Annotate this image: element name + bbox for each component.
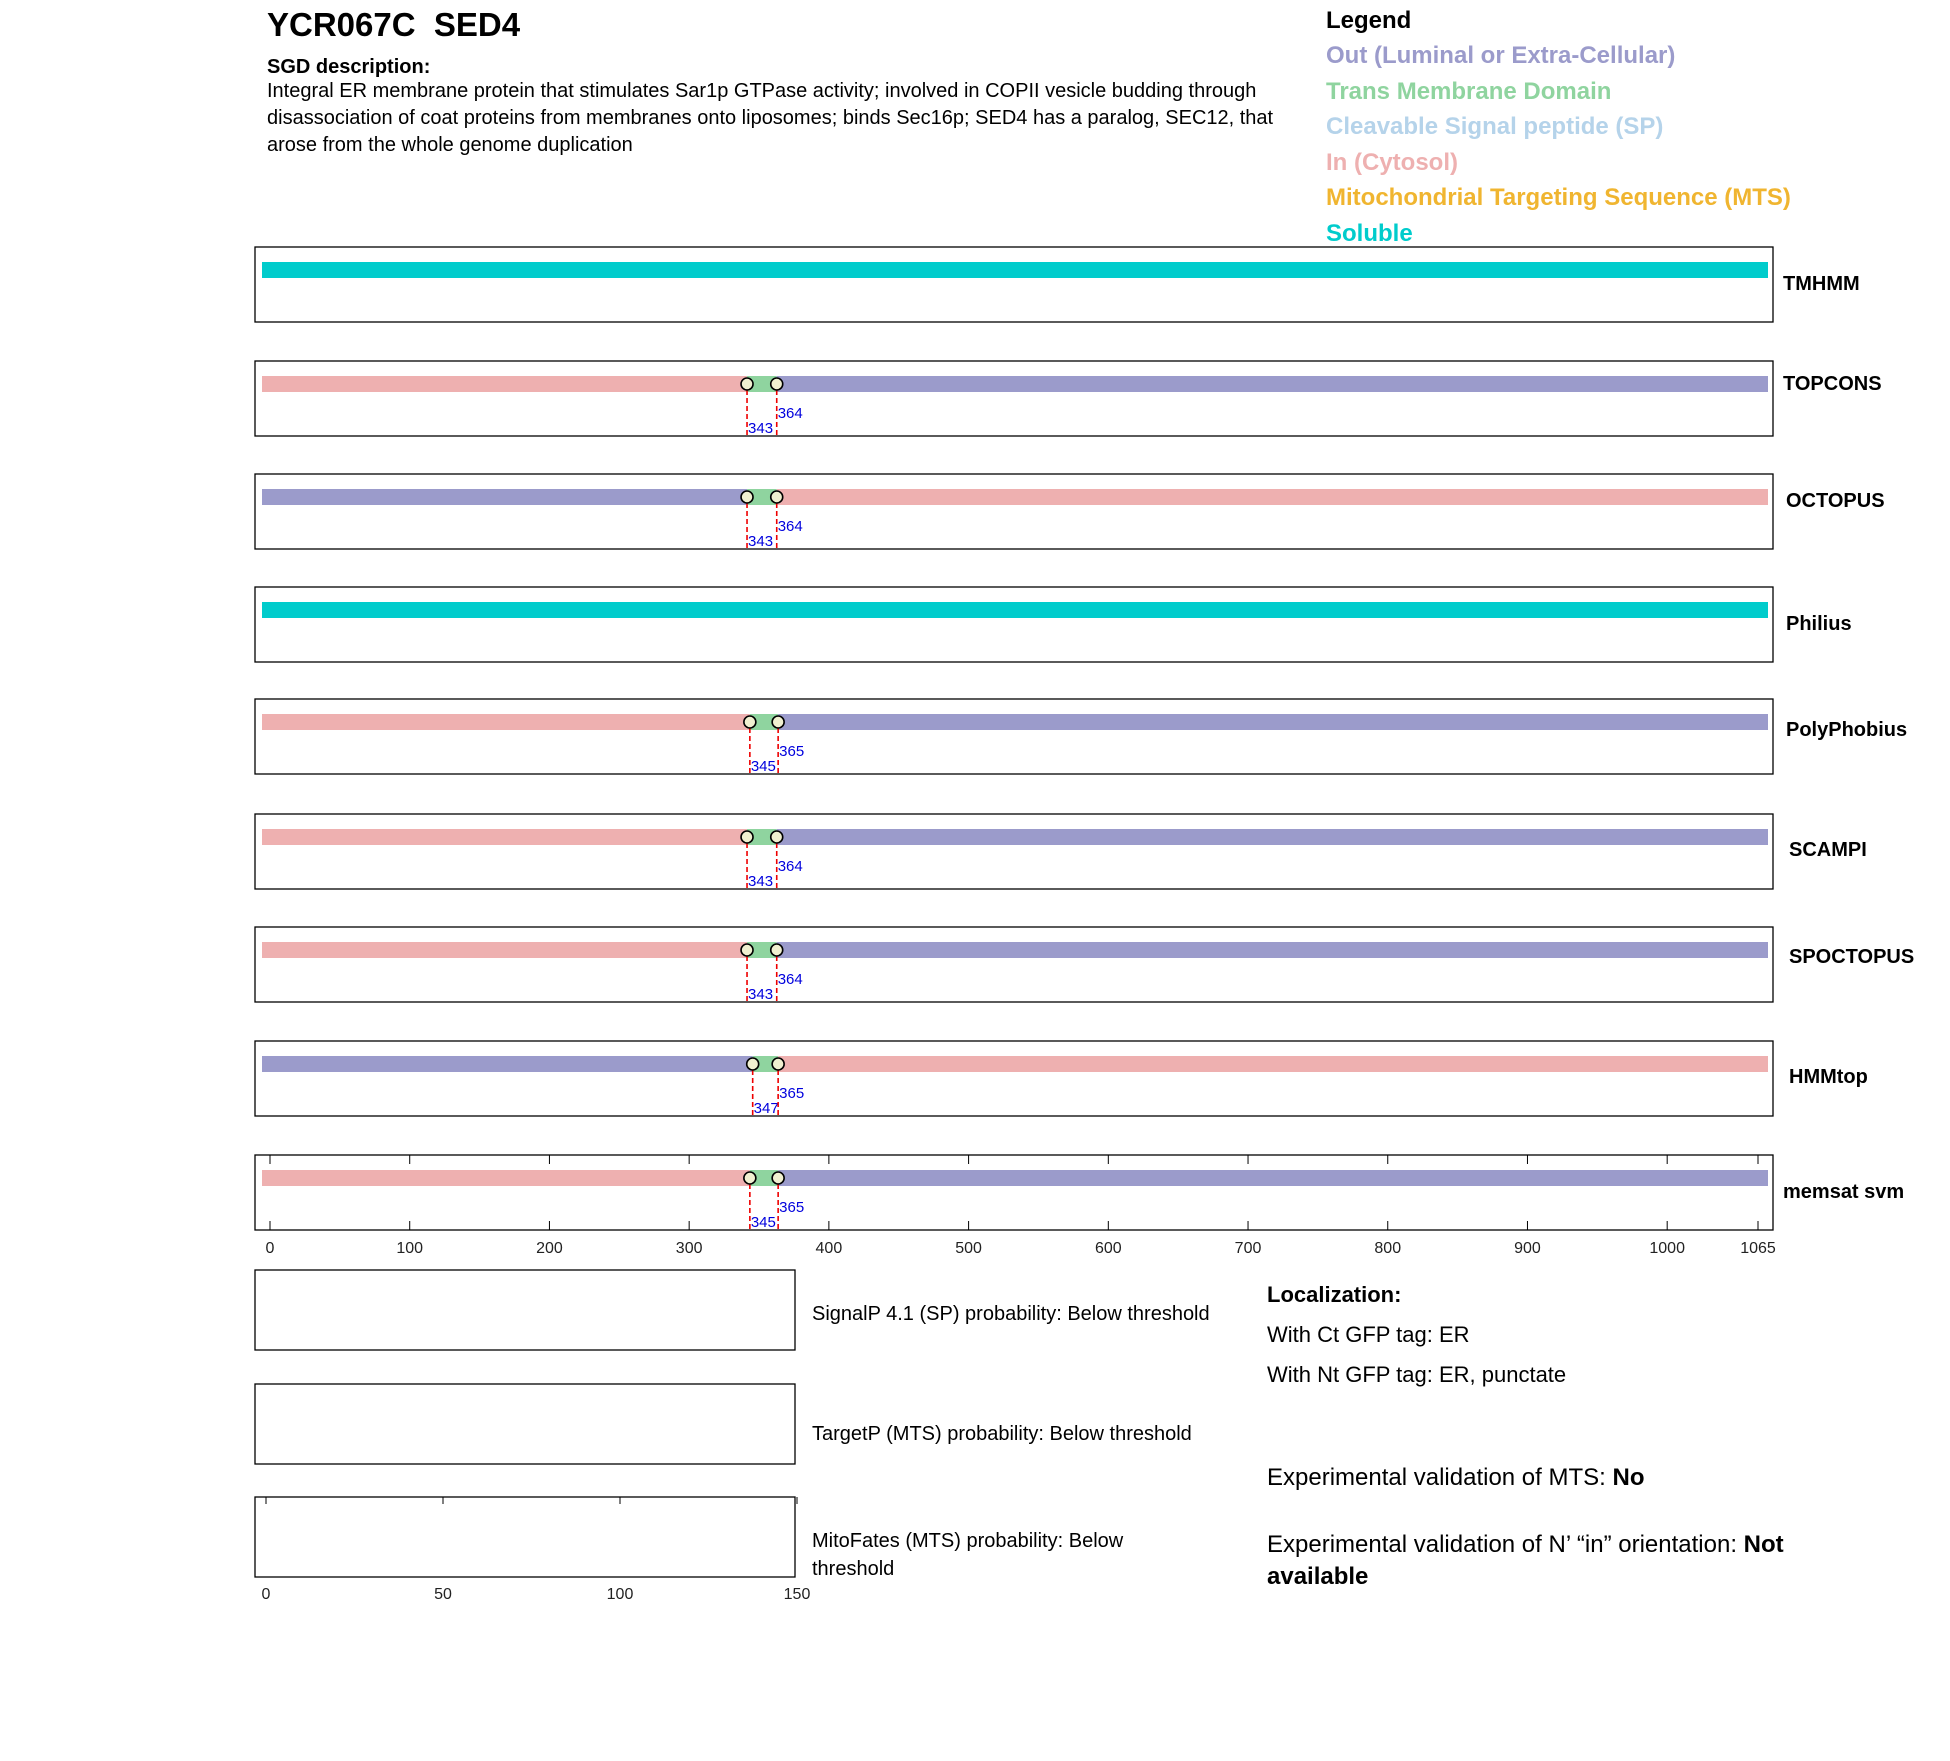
probability-label: SignalP 4.1 (SP) probability: Below threshold (812, 1303, 1210, 1325)
track-segment (262, 829, 747, 845)
orientation-validation (1267, 1529, 1857, 1593)
orientation-validation-value: Not available (1267, 1531, 1784, 1590)
track-frame (255, 699, 1773, 774)
prob-axis-tick-label: 0 (261, 1586, 271, 1603)
legend-item: In (Cytosol) (1326, 148, 1458, 176)
legend-item: Soluble (1326, 219, 1413, 247)
mts-validation-label: Experimental validation of MTS: (1267, 1464, 1613, 1491)
boundary-marker (747, 1058, 759, 1070)
track-label: SCAMPI (1789, 839, 1867, 861)
track-segment (777, 829, 1768, 845)
boundary-marker (741, 944, 753, 956)
axis-tick-label: 1000 (1649, 1240, 1685, 1257)
localization-ct: With Ct GFP tag: ER (1267, 1322, 1470, 1347)
boundary-label: 364 (777, 858, 803, 875)
track-label: SPOCTOPUS (1789, 946, 1915, 968)
track-frame (255, 361, 1773, 436)
track-segment (262, 262, 1768, 278)
track-frame (255, 474, 1773, 549)
track-segment (262, 376, 747, 392)
boundary-marker (771, 831, 783, 843)
boundary-marker (771, 378, 783, 390)
track-segment (262, 942, 747, 958)
boundary-label: 347 (753, 1100, 779, 1117)
axis-tick-label: 0 (265, 1240, 275, 1257)
track-segment (262, 1170, 750, 1186)
track-frame (255, 814, 1773, 889)
legend-item: Mitochondrial Targeting Sequence (MTS) (1326, 184, 1791, 211)
probability-panel (255, 1384, 795, 1464)
axis-tick-label: 400 (815, 1240, 843, 1257)
boundary-marker (741, 831, 753, 843)
track-segment (777, 376, 1768, 392)
track-label: TMHMM (1783, 273, 1860, 295)
track-label: HMMtop (1789, 1066, 1868, 1088)
track-segment (777, 942, 1768, 958)
boundary-label: 364 (777, 518, 803, 535)
boundary-label: 365 (779, 1199, 805, 1216)
prob-axis-tick-label: 100 (606, 1586, 634, 1603)
axis-tick-label: 900 (1514, 1240, 1541, 1257)
boundary-label: 364 (777, 971, 803, 988)
track-frame (255, 1041, 1773, 1116)
boundary-label: 343 (748, 533, 774, 550)
axis-tick-label: 1065 (1740, 1240, 1776, 1257)
axis-tick-label: 300 (675, 1240, 703, 1257)
boundary-marker (772, 1172, 784, 1184)
track-segment (262, 489, 747, 505)
axis-tick-label: 200 (536, 1240, 563, 1257)
track-frame (255, 1155, 1773, 1230)
boundary-label: 364 (777, 405, 803, 422)
boundary-label: 345 (750, 758, 776, 775)
boundary-marker (771, 944, 783, 956)
track-label: Philius (1786, 613, 1852, 635)
prob-axis-tick-label: 150 (783, 1586, 811, 1603)
track-label: PolyPhobius (1786, 719, 1908, 741)
boundary-marker (771, 491, 783, 503)
boundary-marker (772, 1058, 784, 1070)
boundary-marker (772, 716, 784, 728)
boundary-marker (741, 491, 753, 503)
axis-tick-label: 500 (955, 1240, 982, 1257)
boundary-label: 343 (748, 420, 774, 437)
legend-item: Cleavable Signal peptide (SP) (1326, 113, 1664, 140)
boundary-marker (744, 1172, 756, 1184)
axis-tick-label: 600 (1094, 1240, 1122, 1257)
track-segment (262, 602, 1768, 618)
probability-label: TargetP (MTS) probability: Below threshold (812, 1423, 1192, 1445)
track-segment (778, 714, 1768, 730)
track-frame (255, 587, 1773, 662)
boundary-marker (744, 716, 756, 728)
localization-title: Localization: (1267, 1282, 1402, 1307)
mts-validation (1267, 1462, 1857, 1494)
track-segment (262, 714, 750, 730)
probability-panel (255, 1270, 795, 1350)
legend-title: Legend (1326, 7, 1412, 34)
boundary-label: 345 (750, 1214, 776, 1231)
axis-tick-label: 100 (396, 1240, 424, 1257)
axis-tick-label: 700 (1234, 1240, 1262, 1257)
localization-panel (1267, 1282, 1566, 1402)
sgd-description-label: SGD description: (267, 56, 431, 78)
page-title: YCR067C SED4 (267, 6, 521, 43)
boundary-marker (741, 378, 753, 390)
localization-nt: With Nt GFP tag: ER, punctate (1267, 1362, 1567, 1387)
probability-panel (255, 1497, 795, 1577)
legend-item: Trans Membrane Domain (1326, 77, 1612, 105)
boundary-label: 343 (748, 986, 774, 1003)
track-label: TOPCONS (1783, 373, 1882, 395)
track-segment (777, 489, 1768, 505)
boundary-label: 343 (748, 873, 774, 890)
sgd-description: Integral ER membrane protein that stimulates Sar1p GTPase activity; involved in COPII vesicle budding through disassociation of coat proteins from membranes onto liposomes; binds Sec16p; SED4 has a paralog, SEC12, that arose from the whole genome duplication (267, 80, 1274, 156)
track-segment (778, 1056, 1768, 1072)
mts-validation-value: No (1612, 1464, 1645, 1491)
prob-axis-tick-label: 50 (434, 1586, 452, 1603)
track-segment (262, 1056, 753, 1072)
track-label: memsat svm (1783, 1181, 1905, 1203)
orientation-validation-label: Experimental validation of N’ “in” orientation: (1267, 1531, 1744, 1558)
track-segment (778, 1170, 1768, 1186)
track-frame (255, 927, 1773, 1002)
axis-tick-label: 800 (1374, 1240, 1402, 1257)
legend-item: Out (Luminal or Extra-Cellular) (1326, 42, 1676, 69)
track-label: OCTOPUS (1786, 490, 1885, 512)
boundary-label: 365 (779, 1085, 805, 1102)
boundary-label: 365 (779, 743, 805, 760)
probability-label: MitoFates (MTS) probability: Below threshold (812, 1530, 1124, 1580)
track-frame (255, 247, 1773, 322)
